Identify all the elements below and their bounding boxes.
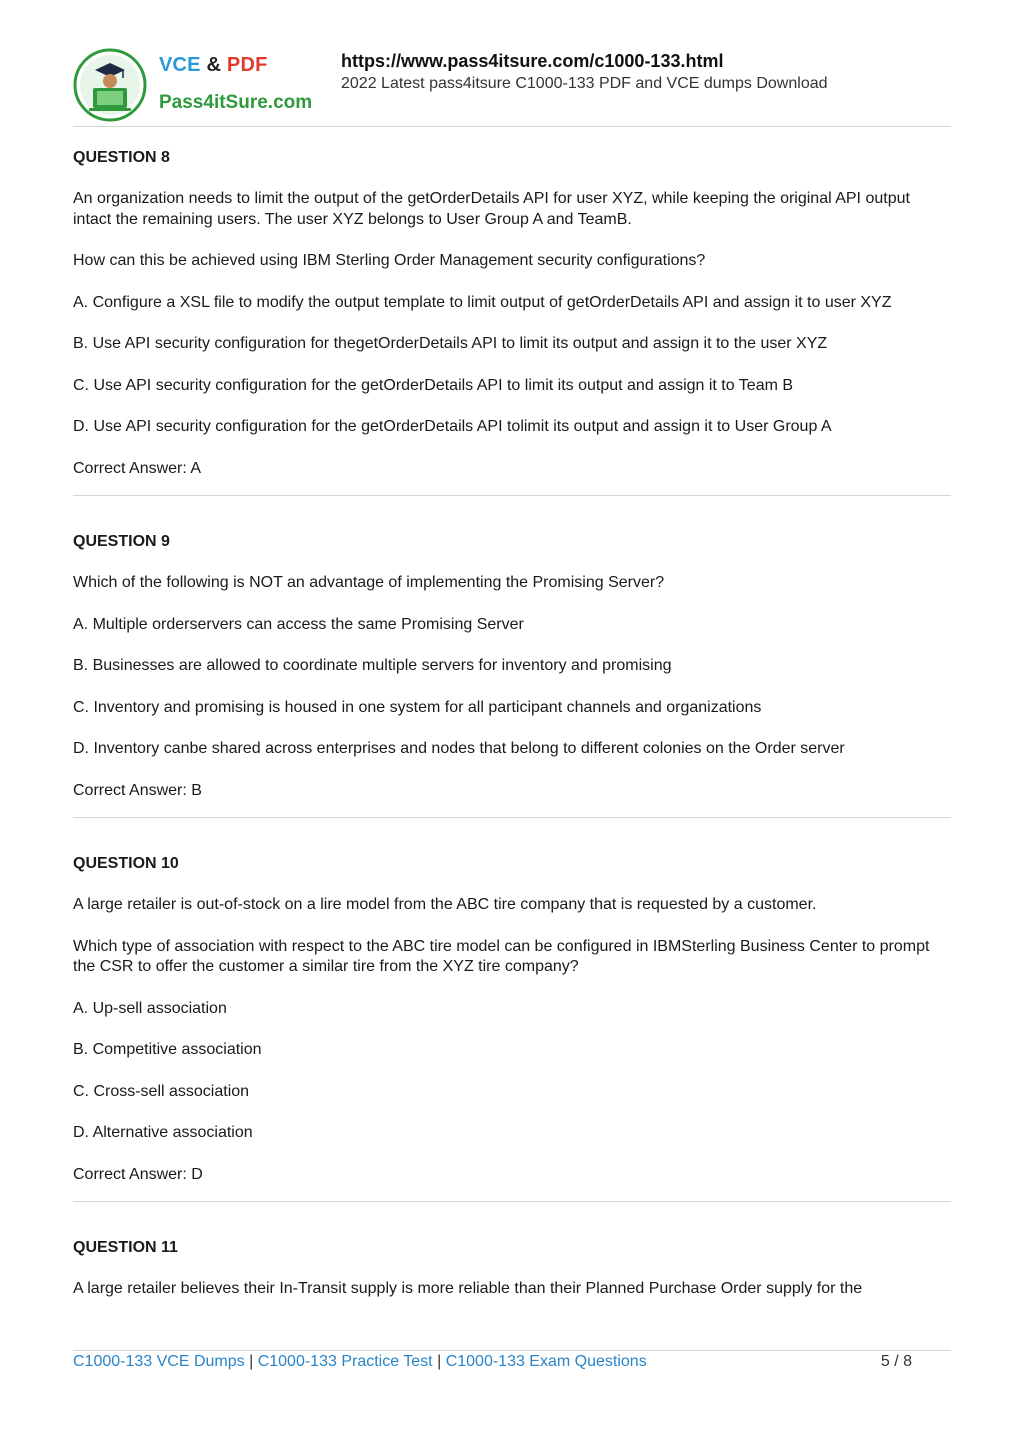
page-number: 5 / 8: [880, 1353, 912, 1370]
answer-option: A. Configure a XSL file to modify the output template to limit output of getOrderDetails API and assign it to user XYZ: [73, 293, 892, 311]
question-text: A large retailer is out-of-stock on a lire model from the ABC tire company that is requested by a customer.: [73, 896, 817, 913]
header-divider: [73, 126, 951, 127]
page-header: [73, 44, 951, 124]
question-text: How can this be achieved using IBM Sterling Order Management security configurations?: [73, 252, 706, 269]
answer-option: D. Alternative association: [73, 1124, 253, 1141]
header-url[interactable]: https://www.pass4itsure.com/c1000-133.html: [341, 51, 724, 71]
answer-option: C. Inventory and promising is housed in one system for all participant channels and organizations: [73, 698, 762, 716]
answer-option: D. Inventory canbe shared across enterprises and nodes that belong to different colonies on the Order server: [73, 740, 845, 757]
logo-amp: &: [206, 54, 222, 76]
question-title: QUESTION 10: [73, 855, 179, 872]
logo-vce: VCE: [159, 54, 201, 76]
pass4itsure-logo[interactable]: [73, 44, 318, 124]
header-subtitle: 2022 Latest pass4itsure C1000-133 PDF and VCE dumps Download: [341, 75, 828, 92]
answer-option: A. Up-sell association: [73, 999, 227, 1017]
question-block: [73, 1238, 951, 1337]
question-text: Which of the following is NOT an advantage of implementing the Promising Server?: [73, 574, 665, 591]
page-footer: [73, 1350, 951, 1381]
logo-pdf: PDF: [226, 54, 268, 76]
answer-option: B. Use API security configuration for thegetOrderDetails API to limit its output and assign it to the user XYZ: [73, 335, 828, 352]
footer-link-practice-test[interactable]: C1000-133 Practice Test: [257, 1353, 433, 1370]
logo-wordmark-bottom: Pass4itSure.com: [159, 92, 313, 113]
footer-separator: |: [437, 1353, 442, 1370]
question-title: QUESTION 8: [73, 149, 170, 166]
question-text: A large retailer believes their In-Transit supply is more reliable than their Planned Purchase Order supply for the: [73, 1280, 863, 1297]
answer-option: D. Use API security configuration for the getOrderDetails API tolimit its output and assign it to User Group A: [73, 418, 832, 435]
answer-option: A. Multiple orderservers can access the same Promising Server: [73, 615, 524, 633]
answer-option: C. Use API security configuration for the getOrderDetails API to limit its output and assign it to Team B: [73, 376, 794, 394]
logo-wordmark-top: [159, 54, 268, 77]
correct-answer: Correct Answer: B: [73, 781, 202, 799]
footer-separator: |: [249, 1353, 254, 1370]
answer-option: B. Businesses are allowed to coordinate multiple servers for inventory and promising: [73, 657, 672, 674]
question-block: [73, 532, 951, 818]
question-title: QUESTION 11: [73, 1239, 178, 1256]
question-title: QUESTION 9: [73, 533, 170, 550]
question-block: [73, 854, 951, 1202]
footer-links: [73, 1353, 647, 1371]
answer-option: B. Competitive association: [73, 1041, 262, 1058]
questions-container: [73, 148, 951, 1373]
graduate-laptop-icon: [73, 48, 147, 122]
question-text: An organization needs to limit the output of the getOrderDetails API for user XYZ, while keeping the original API output intact the remaining users. The user XYZ belongs to User Group A and TeamB.: [73, 190, 910, 228]
correct-answer: Correct Answer: A: [73, 459, 202, 477]
question-text: Which type of association with respect to the ABC tire model can be configured in IBMSterling Business Center to prompt the CSR to offer the customer a similar tire from the XYZ tire company?: [73, 937, 930, 975]
footer-link-vce-dumps[interactable]: C1000-133 VCE Dumps: [73, 1353, 245, 1370]
footer-link-exam-questions[interactable]: C1000-133 Exam Questions: [445, 1353, 647, 1370]
header-info: [341, 50, 941, 95]
question-block: [73, 148, 951, 496]
answer-option: C. Cross-sell association: [73, 1082, 250, 1100]
correct-answer: Correct Answer: D: [73, 1165, 203, 1183]
